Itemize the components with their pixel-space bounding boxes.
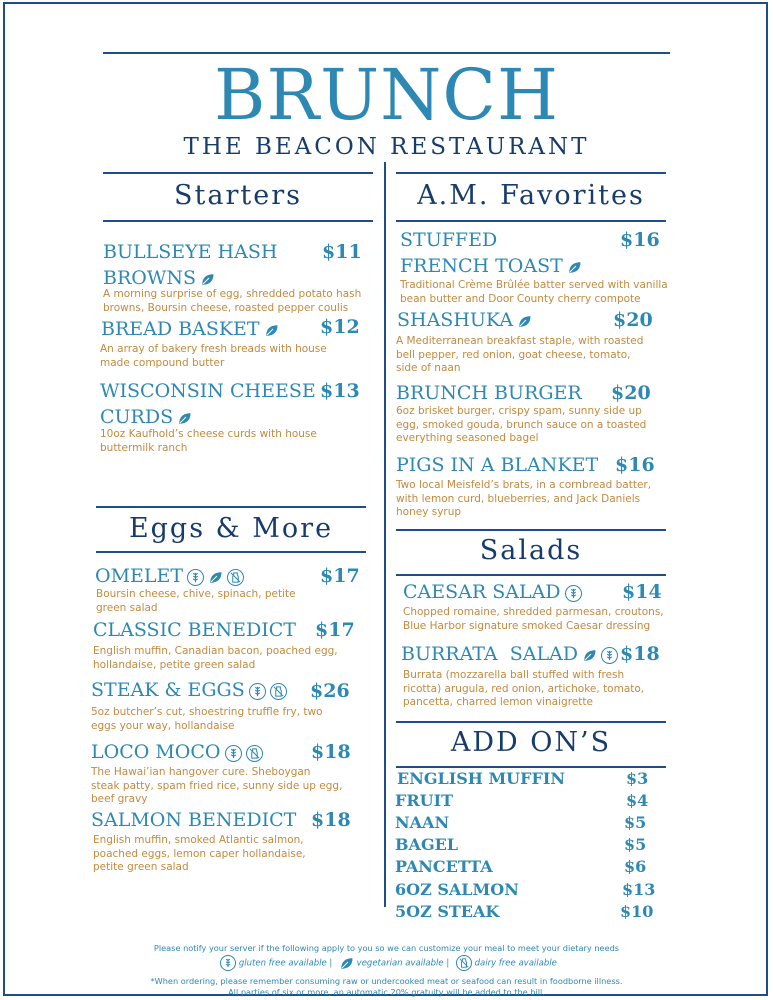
menu-item-price: $11	[322, 241, 362, 263]
dietary-legend: gluten free available | vegetarian available | dairy free available	[0, 955, 773, 971]
leaf-icon	[567, 260, 582, 275]
leaf-icon	[264, 323, 279, 338]
menu-item-desc: 10oz Kaufhold’s cheese curds with house buttermilk ranch	[100, 428, 317, 454]
menu-item-name: CAESAR SALAD	[403, 579, 582, 605]
gratuity-notice: All parties of six or more, an automatic 20% gratuity will be added to the bill.	[228, 987, 545, 997]
column-divider	[384, 162, 386, 907]
menu-item-desc: The Hawai’ian hangover cure. Sheboygan steak patty, spam fried rice, sunny side up egg, beef gravy	[91, 766, 343, 806]
menu-item-price: $18	[620, 643, 660, 665]
menu-item-name: BRUNCH BURGER	[396, 382, 582, 404]
addon-price: $6	[624, 857, 647, 876]
menu-item-name: BULLSEYE HASH	[103, 241, 278, 263]
menu-item-name: STEAK & EGGS	[91, 677, 287, 703]
menu-item-desc: A Mediterranean breakfast staple, with roasted bell pepper, red onion, goat cheese, tomato, side of naan	[396, 335, 644, 375]
menu-item-name: STUFFED	[400, 229, 498, 251]
leaf-icon	[582, 648, 597, 663]
leaf-icon	[517, 314, 532, 329]
addons-rule-bottom	[396, 766, 666, 768]
menu-item-price: $20	[613, 309, 653, 331]
wheat-icon	[225, 745, 242, 762]
addon-name: ENGLISH MUFFIN	[397, 769, 565, 788]
addons-rule-top	[396, 721, 666, 723]
milk-icon	[270, 683, 287, 700]
starters-rule-top	[103, 172, 373, 174]
menu-item-desc: Traditional Crème Brûlée batter served with vanilla bean butter and Door County cherry compote	[400, 279, 668, 305]
leaf-icon	[200, 272, 215, 287]
dietary-notice: Please notify your server if the following apply to you so we can customize your meal to meet your dietary needs	[153, 943, 620, 953]
addon-price: $10	[620, 902, 654, 921]
menu-item-name: CURDS	[100, 404, 192, 430]
menu-item-name: OMELET	[95, 563, 244, 589]
menu-item-price: $14	[622, 581, 662, 603]
wheat-icon	[220, 955, 236, 971]
menu-item-price: $17	[320, 565, 360, 587]
wheat-icon	[249, 683, 266, 700]
section-salads: Salads	[479, 535, 583, 566]
menu-item-name: SALMON BENEDICT	[91, 809, 297, 831]
foodborne-warning: *When ordering, please remember consuming raw or undercooked meat or seafood can result in foodborne illness.	[150, 976, 623, 986]
menu-item-price: $18	[311, 741, 351, 763]
vegetarian-label: vegetarian available	[356, 958, 444, 969]
addon-name: NAAN	[395, 813, 450, 832]
menu-item-name: PIGS IN A BLANKET	[396, 454, 599, 476]
menu-item-name: CLASSIC BENEDICT	[93, 619, 296, 641]
addon-price: $5	[624, 813, 647, 832]
menu-item-name: SHASHUKA	[397, 307, 532, 333]
addon-name: 5OZ STEAK	[395, 902, 500, 921]
addon-name: PANCETTA	[395, 857, 493, 876]
menu-item-desc: 6oz brisket burger, crispy spam, sunny side up egg, smoked gouda, brunch sauce on a toasted everything seasoned bagel	[396, 405, 647, 445]
restaurant-name: THE BEACON RESTAURANT	[183, 134, 590, 160]
menu-item-name: WISCONSIN CHEESE	[100, 380, 316, 402]
menu-title: BRUNCH	[214, 54, 559, 136]
menu-item-name: BREAD BASKET	[101, 316, 279, 342]
menu-item-desc: English muffin, Canadian bacon, poached egg, hollandaise, petite green salad	[93, 645, 338, 671]
menu-item-desc: An array of bakery fresh breads with house made compound butter	[100, 343, 327, 369]
addon-price: $13	[622, 880, 656, 899]
menu-item-price: $16	[620, 229, 660, 251]
menu-item-price: $20	[611, 382, 651, 404]
menu-item-desc: Chopped romaine, shredded parmesan, croutons, Blue Harbor signature smoked Caesar dressing	[403, 606, 664, 632]
menu-item-price: $16	[615, 454, 655, 476]
section-am-favorites: A.M. Favorites	[417, 180, 645, 211]
menu-item-price: $17	[315, 619, 355, 641]
menu-item-price: $26	[310, 680, 350, 702]
addon-price: $4	[626, 791, 649, 810]
menu-item-desc: 5oz butcher’s cut, shoestring truffle fry, two eggs your way, hollandaise	[91, 706, 323, 732]
menu-item-name: FRENCH TOAST	[400, 253, 582, 279]
menu-item-desc: A morning surprise of egg, shredded potato hash browns, Boursin cheese, roasted pepper coulis	[103, 288, 362, 314]
menu-item-price: $13	[320, 380, 360, 402]
eggs-rule-bottom	[96, 551, 366, 553]
salads-rule-top	[396, 529, 666, 531]
leaf-icon	[339, 956, 354, 971]
menu-item-price: $12	[320, 316, 360, 338]
addon-price: $3	[626, 769, 649, 788]
section-eggs-more: Eggs & More	[128, 513, 334, 544]
menu-item-desc: Two local Meisfeld’s brats, in a cornbread batter, with lemon curd, blueberries, and Jack Daniels honey syrup	[396, 479, 652, 519]
starters-rule-bottom	[103, 220, 373, 222]
eggs-rule-top	[96, 506, 366, 508]
addon-name: 6OZ SALMON	[395, 880, 519, 899]
milk-icon	[456, 955, 472, 971]
menu-item-name: BURRATA SALAD	[401, 641, 618, 667]
milk-icon	[227, 569, 244, 586]
wheat-icon	[565, 585, 582, 602]
addon-price: $5	[624, 835, 647, 854]
menu-item-name: BROWNS	[103, 265, 215, 291]
wheat-icon	[187, 569, 204, 586]
menu-item-name: LOCO MOCO	[91, 739, 263, 765]
dairy-free-label: dairy free available	[474, 958, 557, 969]
menu-item-desc: Boursin cheese, chive, spinach, petite green salad	[96, 588, 296, 614]
wheat-icon	[601, 647, 618, 664]
addon-name: FRUIT	[395, 791, 453, 810]
addon-name: BAGEL	[395, 835, 459, 854]
section-add-ons: ADD ON’S	[450, 727, 612, 758]
leaf-icon	[177, 411, 192, 426]
milk-icon	[246, 745, 263, 762]
menu-item-price: $18	[311, 809, 351, 831]
favorites-rule-top	[396, 172, 666, 174]
leaf-icon	[208, 570, 223, 585]
gluten-free-label: gluten free available	[238, 958, 327, 969]
menu-item-desc: Burrata (mozzarella ball stuffed with fresh ricotta) arugula, red onion, artichoke, tomato, pancetta, charred lemon vinaigrette	[403, 669, 645, 709]
menu-item-desc: English muffin, smoked Atlantic salmon, poached eggs, lemon caper hollandaise, petite green salad	[93, 834, 306, 874]
section-starters: Starters	[174, 180, 302, 211]
favorites-rule-bottom	[396, 220, 666, 222]
salads-rule-bottom	[396, 574, 666, 576]
